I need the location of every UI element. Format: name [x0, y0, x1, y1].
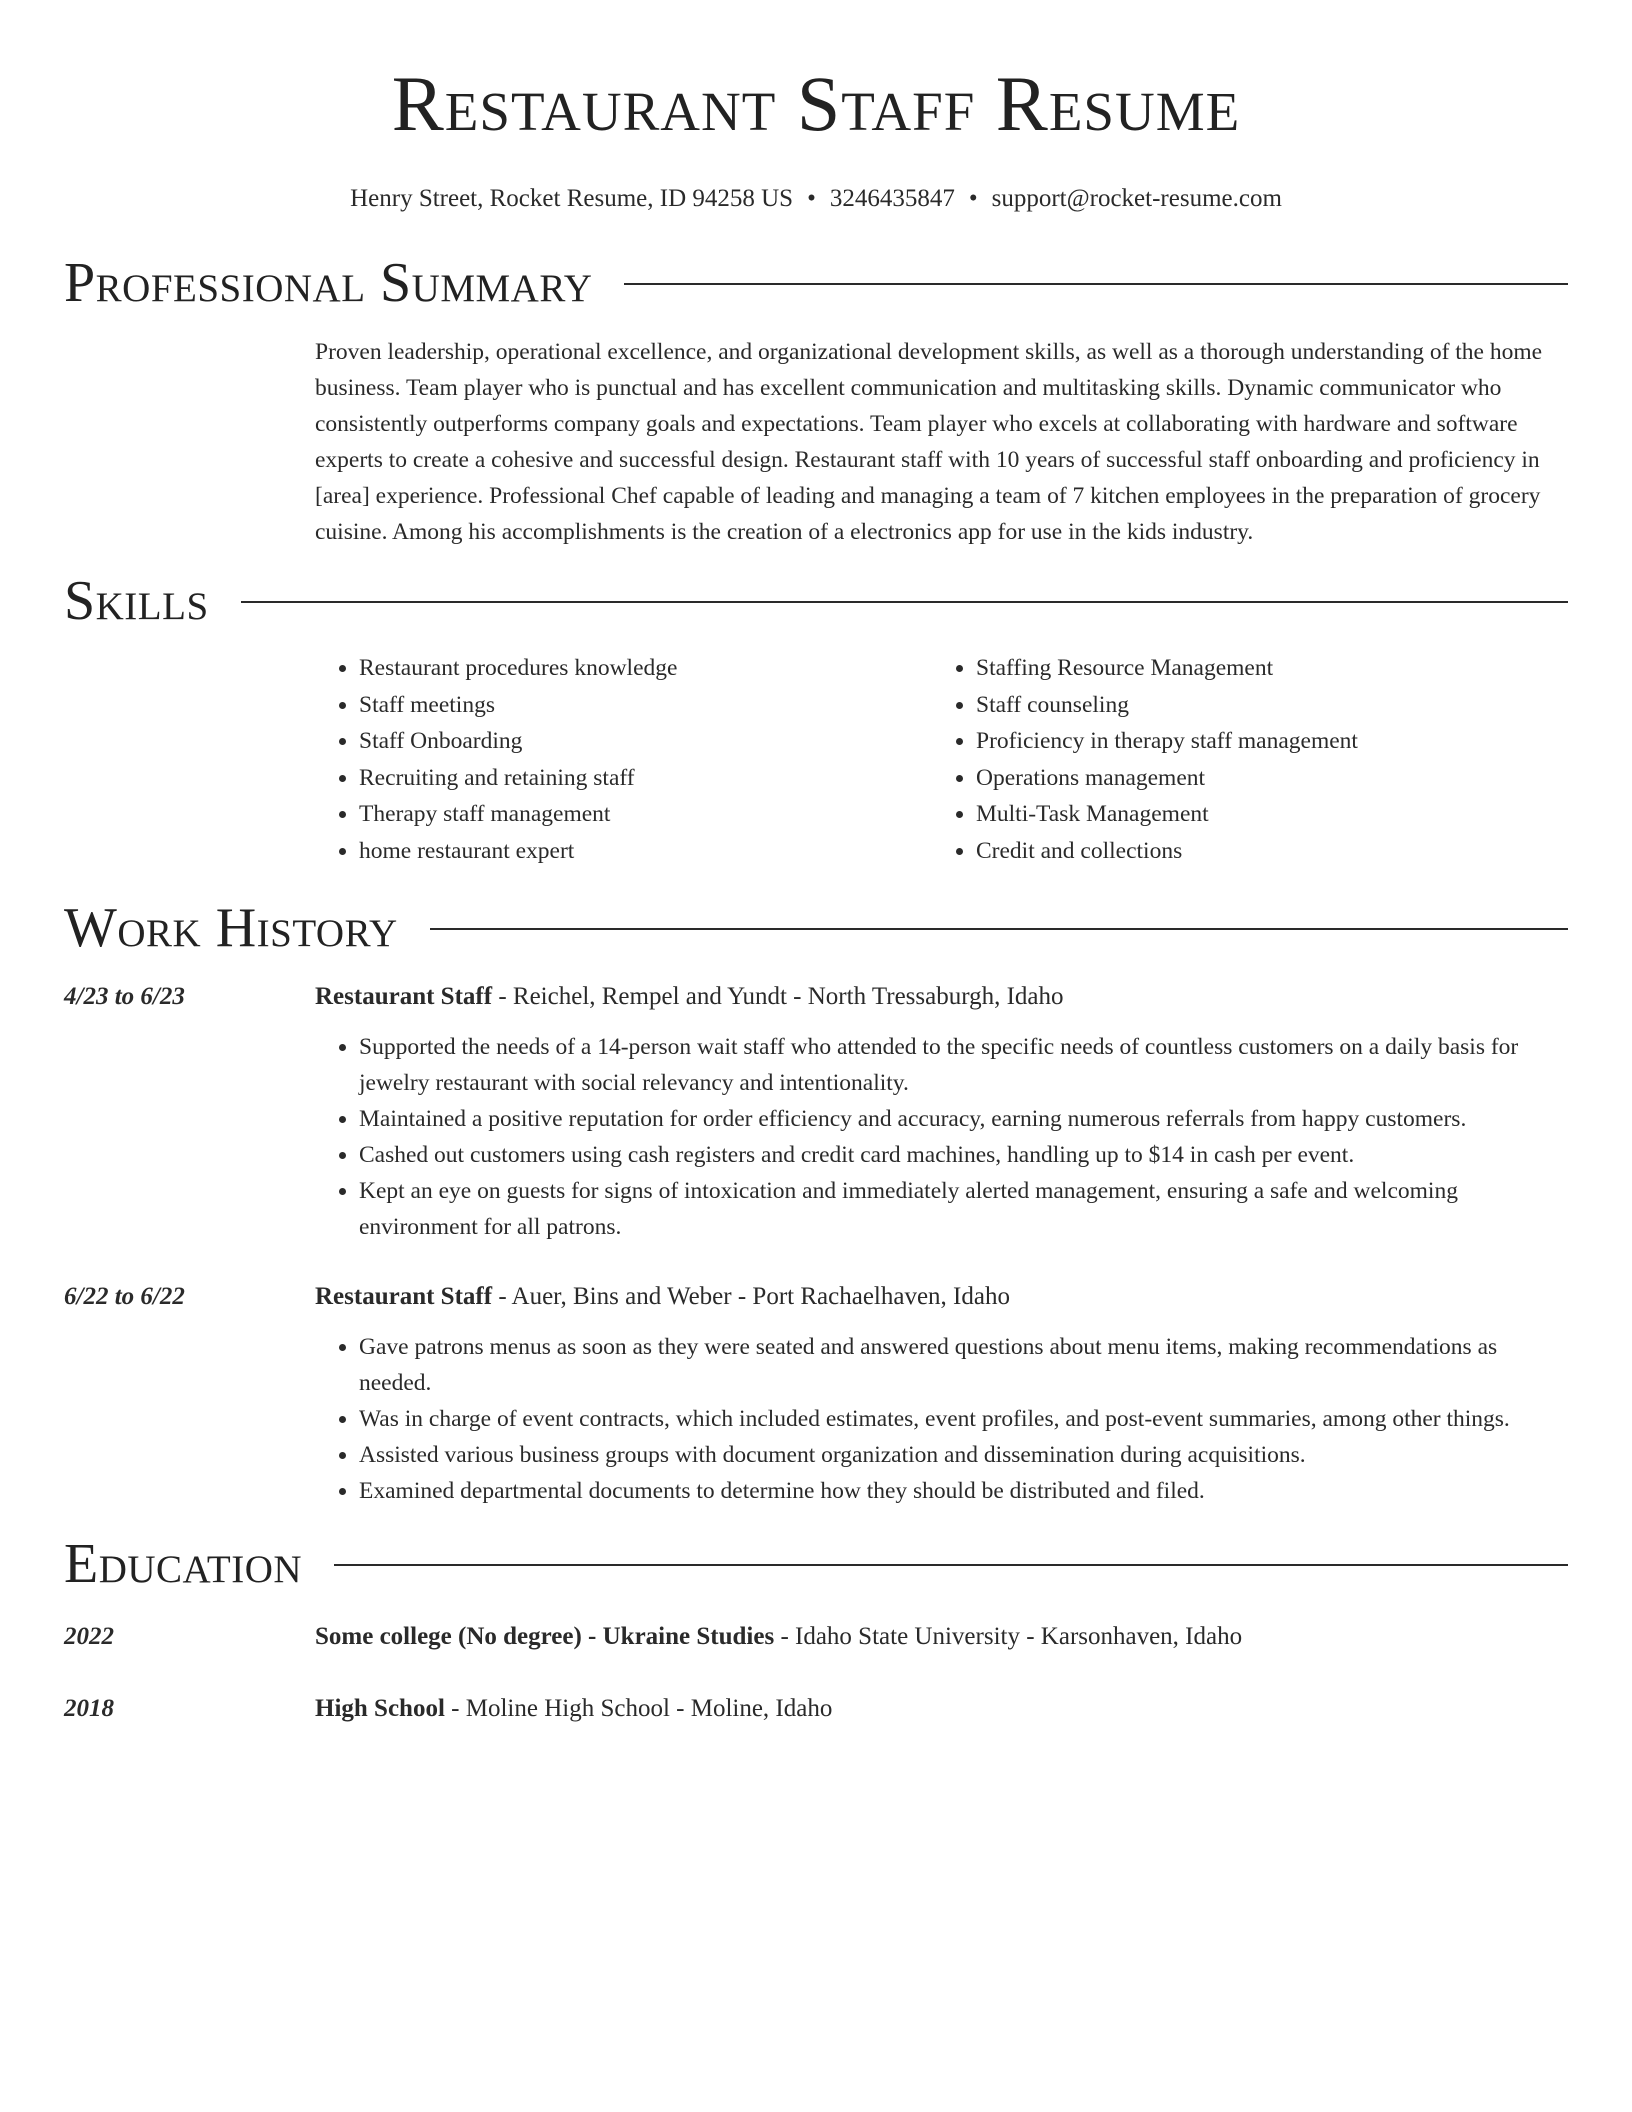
job-dates: 4/23 to 6/23	[64, 983, 185, 1010]
job-heading	[315, 1279, 1010, 1315]
job-title: Restaurant Staff	[315, 1283, 493, 1310]
skill-item: • Recruiting and retaining staff	[359, 760, 932, 797]
job-heading	[315, 979, 1064, 1015]
skill-item: • home restaurant expert	[359, 833, 932, 870]
skills-column-left	[315, 650, 932, 869]
education-year: 2018	[64, 1695, 114, 1722]
contact-line	[64, 184, 1568, 214]
skill-item: • Staff meetings	[359, 687, 932, 724]
work-history-header	[64, 895, 1568, 961]
section-divider	[624, 283, 1568, 285]
job-employer: - Auer, Bins and Weber - Port Rachaelhaven, Idaho	[492, 1283, 1010, 1310]
contact-phone: 3246435847	[829, 185, 955, 212]
contact-address: Henry Street, Rocket Resume, ID 94258 US	[350, 185, 794, 212]
job-duty: • Supported the needs of a 14-person wait staff who attended to the specific needs of countless customers on a daily basis for jewelry restaurant with social relevancy and intentionality.	[359, 1029, 1568, 1101]
skill-item: • Staffing Resource Management	[976, 650, 1549, 687]
skills-header	[64, 568, 1568, 634]
job-employer: - Reichel, Rempel and Yundt - North Tressaburgh, Idaho	[492, 983, 1064, 1010]
education-heading-line	[315, 1691, 832, 1727]
skills-list	[315, 650, 1568, 869]
skill-item: • Proficiency in therapy staff management	[976, 723, 1549, 760]
work-history-section	[64, 895, 1568, 1509]
job-dates: 6/22 to 6/22	[64, 1283, 185, 1310]
contact-email: support@rocket-resume.com	[991, 185, 1282, 212]
education-entry	[64, 1619, 1568, 1655]
skills-column-right	[932, 650, 1549, 869]
job-duties	[315, 1029, 1568, 1245]
skills-heading: Skills	[64, 570, 209, 632]
summary-heading: Professional Summary	[64, 252, 593, 314]
skill-item: • Multi-Task Management	[976, 796, 1549, 833]
section-divider	[241, 601, 1568, 603]
job-duty: • Was in charge of event contracts, which included estimates, event profiles, and post-event summaries, among other things.	[359, 1401, 1568, 1437]
contact-separator: •	[968, 185, 978, 212]
skill-item: • Operations management	[976, 760, 1549, 797]
education-section	[64, 1531, 1568, 1727]
skill-item: • Staff counseling	[976, 687, 1549, 724]
education-degree: Some college (No degree) - Ukraine Studies	[315, 1623, 775, 1650]
skills-section	[64, 568, 1568, 869]
job-duty: • Examined departmental documents to determine how they should be distributed and filed.	[359, 1473, 1568, 1509]
skill-item: • Therapy staff management	[359, 796, 932, 833]
education-heading-line	[315, 1619, 1242, 1655]
job-duty: • Cashed out customers using cash registers and credit card machines, handling up to $14 in cash per event.	[359, 1137, 1568, 1173]
work-history-heading: Work History	[64, 897, 398, 959]
job-entry	[64, 979, 1568, 1245]
job-duty: • Maintained a positive reputation for order efficiency and accuracy, earning numerous referrals from happy customers.	[359, 1101, 1568, 1137]
resume-page	[64, 0, 1568, 1727]
job-title: Restaurant Staff	[315, 983, 493, 1010]
job-duty: • Assisted various business groups with document organization and dissemination during acquisitions.	[359, 1437, 1568, 1473]
education-year: 2022	[64, 1623, 114, 1650]
education-degree: High School	[315, 1695, 445, 1722]
education-header	[64, 1531, 1568, 1597]
section-divider	[334, 1564, 1568, 1566]
education-entry	[64, 1691, 1568, 1727]
resume-title: Restaurant Staff Resume	[391, 60, 1241, 147]
education-heading: Education	[64, 1533, 303, 1595]
skill-item: • Restaurant procedures knowledge	[359, 650, 932, 687]
summary-section	[64, 250, 1568, 550]
job-duty: • Gave patrons menus as soon as they were seated and answered questions about menu items, making recommendations as needed.	[359, 1329, 1568, 1401]
skill-item: • Staff Onboarding	[359, 723, 932, 760]
job-duties	[315, 1329, 1568, 1509]
job-entry	[64, 1279, 1568, 1509]
job-duty: • Kept an eye on guests for signs of intoxication and immediately alerted management, ensuring a safe and welcoming environment for all patrons.	[359, 1173, 1568, 1245]
summary-header	[64, 250, 1568, 316]
summary-text: Proven leadership, operational excellence, and organizational development skills, as well as a thorough understanding of the home business. Team player who is punctual and has excellent communication and multitasking skills. Dynamic communicator who consistently outperforms company goals and expectations. Team player who excels at collaborating with hardware and software experts to create a cohesive and successful design. Restaurant staff with 10 years of successful staff onboarding and proficiency in [area] experience. Professional Chef capable of leading and managing a team of 7 kitchen employees in the preparation of grocery cuisine. Among his accomplishments is the creation of a electronics app for use in the kids industry.	[315, 339, 1543, 545]
education-school: - Idaho State University - Karsonhaven, Idaho	[774, 1623, 1243, 1650]
skill-item: • Credit and collections	[976, 833, 1549, 870]
contact-separator: •	[807, 185, 816, 212]
section-divider	[430, 928, 1568, 930]
education-school: - Moline High School - Moline, Idaho	[444, 1695, 833, 1722]
